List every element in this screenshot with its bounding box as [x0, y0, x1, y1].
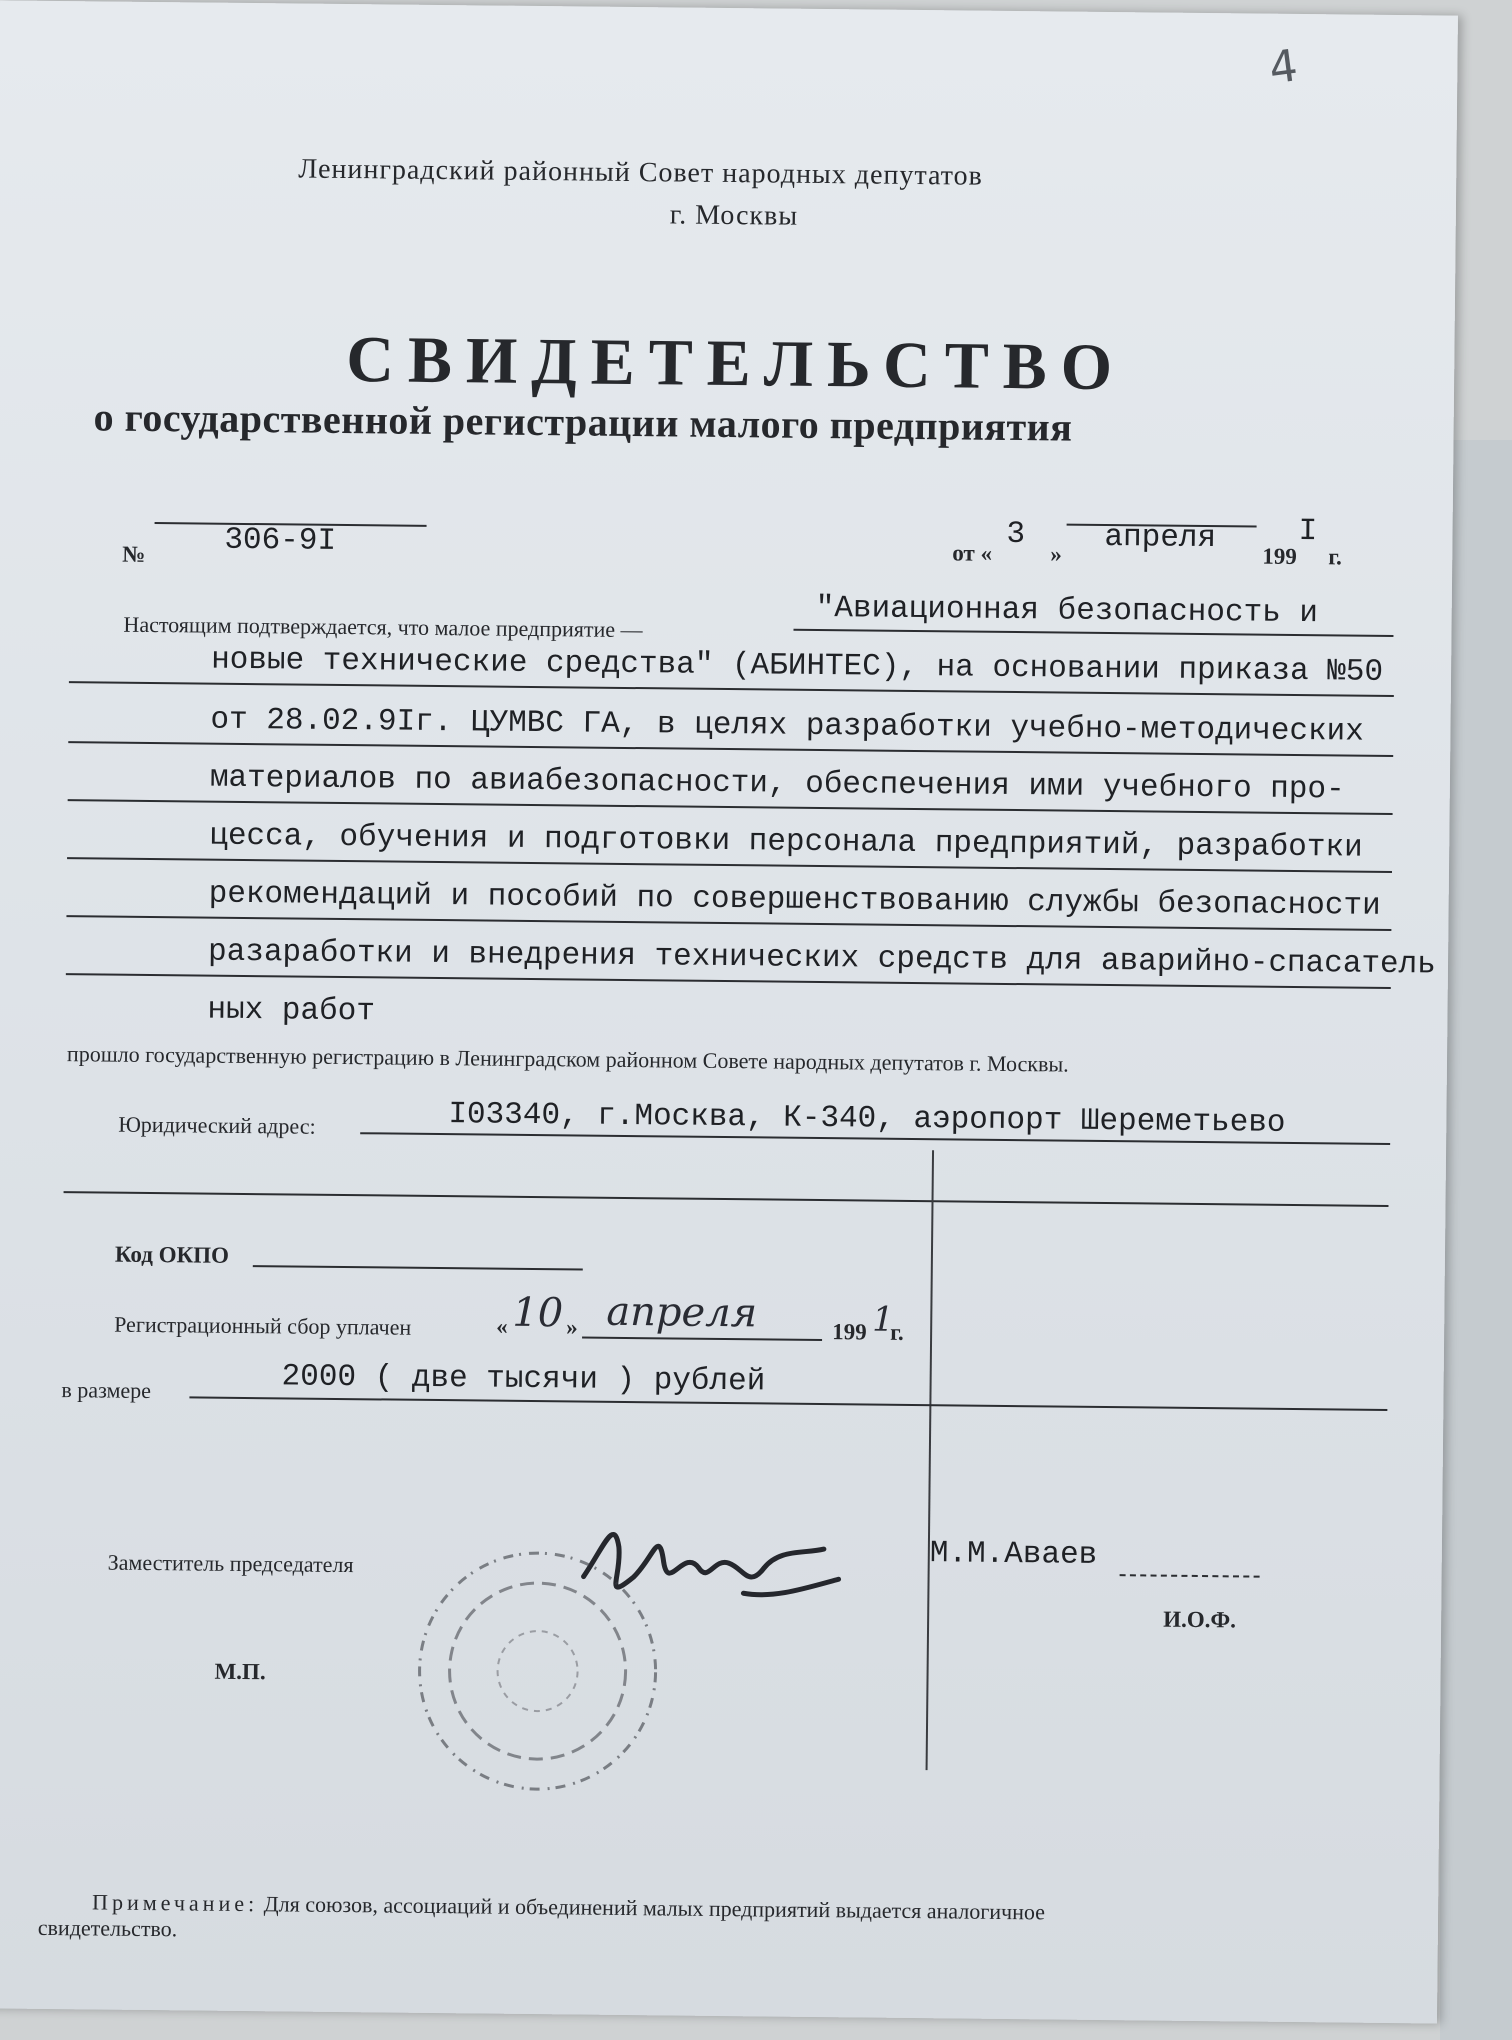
number-label: № — [122, 541, 146, 567]
body-line-2: новые технические средства" (АБИНТЕС), на основании приказа №50 — [210, 642, 1384, 690]
deputy-chairman-label: Заместитель председателя — [107, 1549, 354, 1578]
signatory-name: М.М.Аваев — [929, 1536, 1098, 1573]
amount-label: в размере — [61, 1377, 152, 1404]
issuer-line-1: Ленинградский районный Совет народных депутатов — [298, 153, 984, 192]
date-prefix: от « — [952, 540, 993, 566]
fee-close-quote: » — [566, 1314, 578, 1340]
registration-month: апреля — [1104, 519, 1217, 557]
body-line-3: от 28.02.9Iг. ЦУМВС ГА, в целях разработки учебно-методических — [210, 702, 1365, 750]
body-line-6: рекомендаций и пособий по совершенствованию службы безопасности — [208, 876, 1381, 924]
fee-day: 10 — [512, 1289, 564, 1337]
intro-label: Настоящим подтверждается, что малое предприятие — — [123, 611, 643, 643]
registration-number: 306-9I — [224, 522, 337, 559]
fee-open-quote: « — [496, 1313, 508, 1339]
year-prefix: 199 — [1262, 543, 1297, 569]
year-suffix: I — [1298, 513, 1318, 550]
document-subtitle: о государственной регистрации малого предприятия — [93, 394, 1073, 450]
body-line-8: ных работ — [207, 992, 376, 1030]
note-text-2: свидетельство. — [37, 1914, 178, 1942]
column-divider — [926, 1150, 934, 1770]
official-seal — [401, 1535, 674, 1808]
legal-address-label: Юридический адрес: — [118, 1111, 316, 1139]
amount-value: 2000 ( две тысячи ) рублей — [281, 1359, 766, 1400]
fee-year-suffix: 1 — [872, 1299, 895, 1340]
okpo-underline — [253, 1265, 583, 1270]
fee-month: апреля — [606, 1288, 758, 1337]
fee-year-label: г. — [890, 1319, 904, 1345]
legal-address-value: I03340, г.Москва, К-340, аэропорт Шереметьево — [448, 1097, 1286, 1141]
date-mid-quote: » — [1050, 541, 1062, 567]
legal-address-underline-2 — [64, 1191, 1389, 1207]
document-title: СВИДЕТЕЛЬСТВО — [345, 323, 1127, 405]
note-text-1: Для союзов, ассоциаций и объединений малых предприятий выдается аналогичное — [263, 1891, 1046, 1925]
fee-year-prefix: 199 — [832, 1319, 867, 1345]
stamp-place-label: М.П. — [214, 1658, 266, 1685]
signatory-underline — [1120, 1574, 1260, 1577]
body-line-4: материалов по авиабезопасности, обеспечения ими учебного про- — [209, 760, 1345, 808]
signatory-name-caption: И.О.Ф. — [1163, 1606, 1237, 1633]
body-line-7: разаработки и внедрения технических средств для аварийно-спасатель — [207, 934, 1437, 983]
page-number: 4 — [1266, 40, 1301, 95]
amount-underline — [189, 1396, 1387, 1411]
note-line-1 — [92, 1889, 1045, 1925]
okpo-label: Код ОКПО — [114, 1241, 230, 1268]
note-label: Примечание: — [92, 1889, 259, 1917]
body-line-5: цесса, обучения и подготовки персонала предприятий, разработки — [209, 818, 1363, 866]
registration-day: 3 — [1006, 516, 1026, 553]
body-line-1: "Авиационная безопасность и — [815, 590, 1319, 632]
issuer-line-2: г. Москвы — [669, 199, 799, 232]
fee-label: Регистрационный сбор уплачен — [114, 1311, 412, 1340]
registered-text: прошло государственную регистрацию в Ленинградском районном Совете народных депутатов г. Москвы. — [66, 1041, 1069, 1077]
year-label: г. — [1328, 544, 1343, 570]
fee-month-underline — [582, 1337, 822, 1342]
